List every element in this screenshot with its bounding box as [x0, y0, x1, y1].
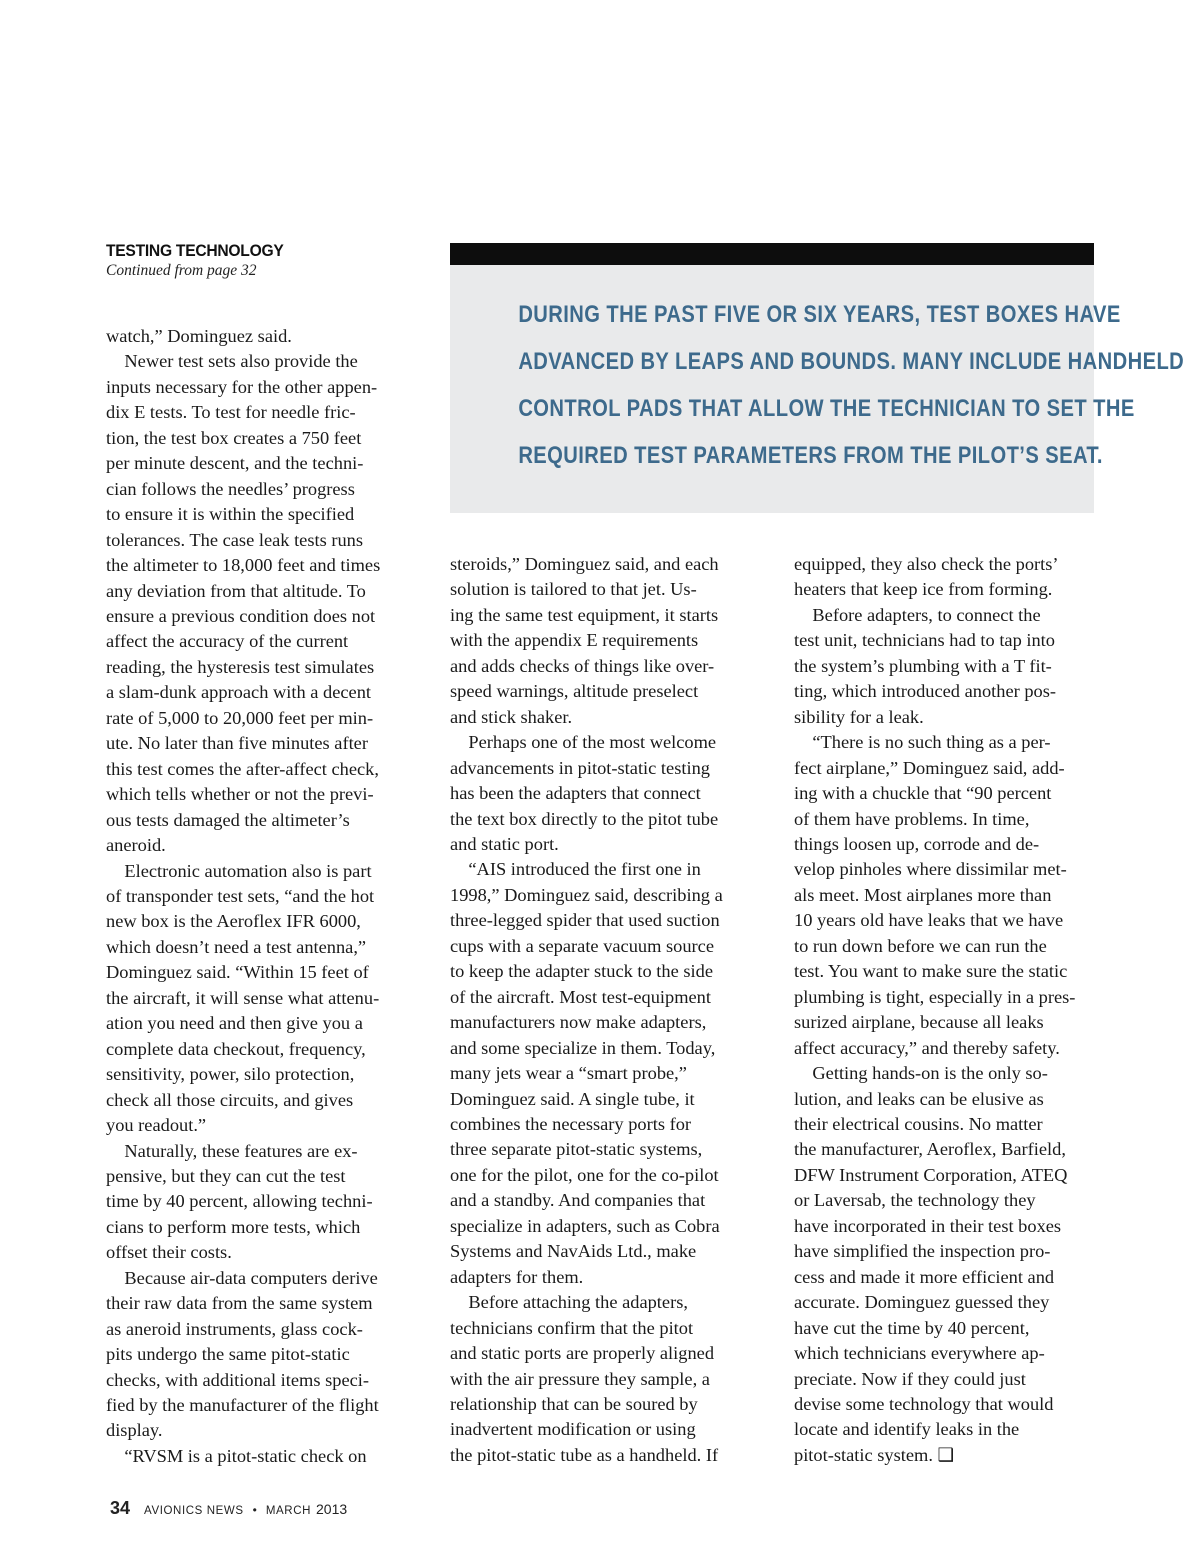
text-line: or Laversab, the technology they: [794, 1190, 1036, 1211]
text-line: pits undergo the same pitot-static: [106, 1344, 350, 1365]
text-line: ensure a previous condition does not: [106, 605, 376, 626]
text-line: lution, and leaks can be elusive as: [794, 1088, 1044, 1109]
pull-quote-line: DURING THE PAST FIVE OR SIX YEARS, TEST BOXES HAVE: [518, 301, 1121, 328]
text-line: solution is tailored to that jet. Us-: [450, 579, 697, 600]
text-line: fect airplane,” Dominguez said, add-: [794, 757, 1065, 778]
text-line: “AIS introduced the first one in: [450, 859, 701, 880]
text-line: “RVSM is a pitot-static check on: [106, 1445, 367, 1466]
text-line: heaters that keep ice from forming.: [794, 579, 1053, 600]
text-line: which doesn’t need a test antenna,”: [106, 936, 367, 957]
text-line: watch,” Dominguez said.: [106, 326, 292, 346]
text-line: have simplified the inspection pro-: [794, 1241, 1051, 1262]
text-line: cians to perform more tests, which: [106, 1216, 361, 1237]
text-line: advancements in pitot-static testing: [450, 757, 710, 778]
text-line: things loosen up, corrode and de-: [794, 833, 1040, 854]
text-line: three-legged spider that used suction: [450, 910, 720, 931]
text-line: technicians confirm that the pitot: [450, 1317, 694, 1338]
page-footer: [110, 1498, 347, 1522]
pull-quote-line: REQUIRED TEST PARAMETERS FROM THE PILOT’S SEAT.: [518, 442, 1103, 469]
text-line: steroids,” Dominguez said, and each: [450, 554, 719, 574]
text-line: which technicians everywhere ap-: [794, 1343, 1045, 1364]
section-title: TESTING TECHNOLOGY: [106, 241, 284, 260]
text-line: ous tests damaged the altimeter’s: [106, 809, 350, 830]
text-line: the pitot-static tube as a handheld. If: [450, 1444, 719, 1465]
text-line: one for the pilot, one for the co-pilot: [450, 1164, 719, 1185]
text-line: of transponder test sets, “and the hot: [106, 885, 375, 906]
text-line: als meet. Most airplanes more than: [794, 884, 1052, 905]
text-line: have cut the time by 40 percent,: [794, 1317, 1030, 1338]
text-line: you readout.”: [106, 1115, 207, 1136]
text-line: “There is no such thing as a per-: [794, 732, 1051, 753]
text-line: this test comes the after-affect check,: [106, 758, 379, 779]
text-line: to keep the adapter stuck to the side: [450, 961, 714, 982]
text-line: pitot-static system. ❑: [794, 1444, 955, 1465]
text-line: Before adapters, to connect the: [794, 604, 1041, 625]
text-line: Perhaps one of the most welcome: [450, 732, 717, 753]
text-line: complete data checkout, frequency,: [106, 1038, 366, 1059]
text-line: sensitivity, power, silo protection,: [106, 1064, 355, 1085]
section-header: [106, 241, 406, 280]
text-line: sibility for a leak.: [794, 706, 924, 727]
text-line: DFW Instrument Corporation, ATEQ: [794, 1164, 1068, 1185]
text-line: Because air-data computers derive: [106, 1267, 378, 1288]
text-line: and adds checks of things like over-: [450, 655, 715, 676]
article-column-2: [450, 552, 752, 1468]
text-line: velop pinholes where dissimilar met-: [794, 859, 1067, 880]
text-line: and some specialize in them. Today,: [450, 1037, 716, 1058]
text-line: accurate. Dominguez guessed they: [794, 1292, 1050, 1313]
text-line: ute. No later than five minutes after: [106, 733, 368, 754]
text-line: time by 40 percent, allowing techni-: [106, 1191, 373, 1212]
issue-year: 2013: [316, 1501, 348, 1517]
text-line: with the air pressure they sample, a: [450, 1368, 710, 1389]
text-line: and static port.: [450, 833, 559, 854]
text-line: has been the adapters that connect: [450, 783, 701, 804]
text-line: of the aircraft. Most test-equipment: [450, 986, 711, 1007]
text-line: Newer test sets also provide the: [106, 351, 358, 372]
text-line: the text box directly to the pitot tube: [450, 808, 719, 829]
article-column-1: [106, 324, 408, 1469]
text-line: locate and identify leaks in the: [794, 1419, 1020, 1440]
text-line: inputs necessary for the other appen-: [106, 376, 378, 397]
text-line: specialize in adapters, such as Cobra: [450, 1215, 720, 1236]
text-line: to run down before we can run the: [794, 935, 1047, 956]
text-line: and a standby. And companies that: [450, 1190, 706, 1211]
text-line: with the appendix E requirements: [450, 630, 699, 651]
text-line: fied by the manufacturer of the flight: [106, 1395, 379, 1416]
text-line: per minute descent, and the techni-: [106, 453, 364, 474]
text-line: inadvertent modification or using: [450, 1419, 696, 1440]
text-line: manufacturers now make adapters,: [450, 1012, 707, 1033]
text-line: new box is the Aeroflex IFR 6000,: [106, 911, 361, 932]
text-line: dix E tests. To test for needle fric-: [106, 402, 356, 423]
text-line: speed warnings, altitude preselect: [450, 681, 699, 702]
text-line: plumbing is tight, especially in a pres-: [794, 986, 1076, 1007]
text-line: cess and made it more efficient and: [794, 1266, 1055, 1287]
text-line: rate of 5,000 to 20,000 feet per min-: [106, 707, 374, 728]
text-line: offset their costs.: [106, 1242, 232, 1263]
publication-name: AVIONICS NEWS: [144, 1505, 244, 1517]
footer-separator: •: [252, 1503, 257, 1517]
text-line: cups with a separate vacuum source: [450, 935, 715, 956]
pull-quote: [450, 243, 1185, 513]
text-line: aneroid.: [106, 835, 166, 856]
text-line: display.: [106, 1420, 163, 1441]
text-line: have incorporated in their test boxes: [794, 1215, 1062, 1236]
text-line: three separate pitot-static systems,: [450, 1139, 703, 1160]
text-line: many jets wear a “smart probe,”: [450, 1063, 687, 1084]
text-line: the system’s plumbing with a T fit-: [794, 655, 1052, 676]
text-line: and static ports are properly aligned: [450, 1343, 715, 1364]
text-line: the manufacturer, Aeroflex, Barfield,: [794, 1139, 1066, 1160]
text-line: test unit, technicians had to tap into: [794, 630, 1055, 651]
text-line: the altimeter to 18,000 feet and times: [106, 555, 381, 576]
text-line: the aircraft, it will sense what attenu-: [106, 987, 380, 1008]
text-line: their electrical cousins. No matter: [794, 1113, 1043, 1134]
text-line: checks, with additional items speci-: [106, 1369, 370, 1390]
article-column-3: [794, 552, 1096, 1468]
text-line: any deviation from that altitude. To: [106, 580, 366, 601]
text-line: pensive, but they can cut the test: [106, 1165, 346, 1186]
text-line: adapters for them.: [450, 1266, 584, 1287]
pull-quote-line: CONTROL PADS THAT ALLOW THE TECHNICIAN TO SET THE: [518, 395, 1135, 422]
text-line: Systems and NavAids Ltd., make: [450, 1241, 697, 1262]
text-line: reading, the hysteresis test simulates: [106, 656, 375, 677]
text-line: tolerances. The case leak tests runs: [106, 529, 364, 550]
text-line: and stick shaker.: [450, 706, 573, 727]
text-line: Getting hands-on is the only so-: [794, 1063, 1048, 1084]
text-line: 10 years old have leaks that we have: [794, 910, 1064, 931]
text-line: surized airplane, because all leaks: [794, 1012, 1044, 1033]
text-line: a slam-dunk approach with a decent: [106, 682, 372, 703]
text-line: their raw data from the same system: [106, 1293, 373, 1314]
text-line: as aneroid instruments, glass cock-: [106, 1318, 363, 1339]
text-line: ing the same test equipment, it starts: [450, 604, 719, 625]
page-number: 34: [110, 1498, 131, 1518]
issue-month: MARCH: [265, 1505, 312, 1517]
text-line: to ensure it is within the specified: [106, 504, 355, 525]
text-line: check all those circuits, and gives: [106, 1089, 354, 1110]
text-line: which tells whether or not the previ-: [106, 784, 374, 805]
text-line: 1998,” Dominguez said, describing a: [450, 884, 723, 905]
text-line: Electronic automation also is part: [106, 860, 372, 881]
text-line: tion, the test box creates a 750 feet: [106, 427, 362, 448]
pull-quote-text: [470, 291, 1185, 479]
text-line: cian follows the needles’ progress: [106, 478, 355, 499]
text-line: Before attaching the adapters,: [450, 1292, 688, 1313]
text-line: ting, which introduced another pos-: [794, 681, 1057, 702]
text-line: affect the accuracy of the current: [106, 631, 349, 652]
text-line: combines the necessary ports for: [450, 1113, 692, 1134]
text-line: preciate. Now if they could just: [794, 1368, 1026, 1389]
text-line: equipped, they also check the ports’: [794, 554, 1059, 574]
text-line: test. You want to make sure the static: [794, 961, 1068, 982]
text-line: devise some technology that would: [794, 1393, 1054, 1414]
text-line: ing with a chuckle that “90 percent: [794, 783, 1052, 804]
text-line: Naturally, these features are ex-: [106, 1140, 358, 1161]
continued-note: Continued from page 32: [106, 262, 257, 279]
text-line: ation you need and then give you a: [106, 1013, 363, 1034]
pull-quote-bar: [450, 243, 1094, 265]
pull-quote-line: ADVANCED BY LEAPS AND BOUNDS. MANY INCLUDE HANDHELD: [518, 348, 1185, 375]
text-line: of them have problems. In time,: [794, 808, 1030, 829]
text-line: affect accuracy,” and thereby safety.: [794, 1037, 1060, 1058]
text-line: Dominguez said. A single tube, it: [450, 1088, 695, 1109]
text-line: Dominguez said. “Within 15 feet of: [106, 962, 369, 983]
text-line: relationship that can be soured by: [450, 1393, 698, 1414]
